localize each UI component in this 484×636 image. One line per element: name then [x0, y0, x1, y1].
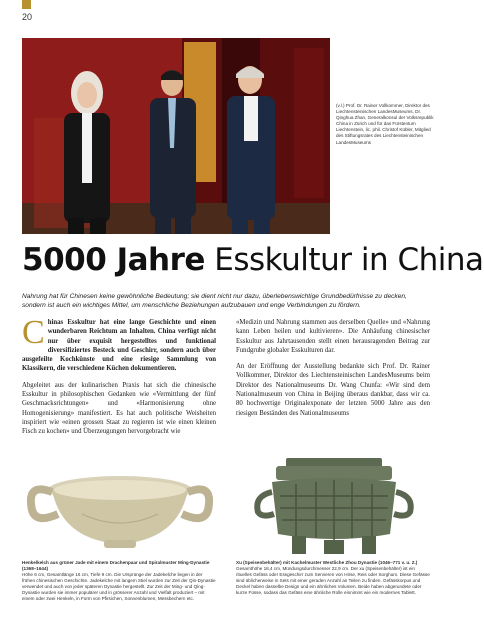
page-number: 20	[22, 12, 33, 22]
jade-caption	[22, 560, 216, 602]
paragraph-3: «Medizin und Nahrung stammen aus derselben Quelle» und «Nahrung kann Leben heilen und kultivieren». Die Anhäufung chinesischer Esskultur aus Jahrtausenden stellt einen herausragenden Beitrag zur Fundgrube globaler Esskulturen dar.	[236, 319, 430, 354]
title-light: Esskultur in China	[204, 242, 484, 278]
dropcap: C	[22, 314, 45, 351]
bronze-caption-title: Xu (Speisenbehälter) mit Kachelmuster Westliche Zhou Dynastie (1046–771 v. u. Z.)	[236, 560, 418, 565]
bronze-vessel-image	[236, 456, 432, 559]
photo-caption: (v.l.) Prof. Dr. Rainer Vollkommer, Direktor des Liechtensteinischen LandesMuseums, Dr. Qinghua Zhan, Generalkonsul der Volksrepublik China in Zürich und für das Fürstentum Liechtenstein, lic. phil. Christof Kübler, Mitglied des Stiftungsrates des Liechtensteinischen LandesMuseums	[336, 103, 434, 145]
column-right	[236, 318, 430, 425]
jade-cup-image	[22, 452, 218, 555]
intro-paragraph	[22, 314, 216, 374]
jade-caption-title: Henkelkelch aus grüner Jade mit einem Drachenpaar und Spiralmuster Ming-Dynastie (1368–1644)	[22, 560, 210, 571]
column-left	[22, 314, 216, 444]
article-lead: Nahrung hat für Chinesen keine gewöhnliche Bedeutung; sie dient nicht nur dazu, überlebenswichtige Grundbedürfnisse zu decken, sondern ist auch ein wichtiges Mittel, um menschliche Beziehungen aufzubauen und enge Verbindungen zu fördern.	[22, 293, 407, 309]
page-marker	[22, 0, 31, 9]
paragraph-4: An der Eröffnung der Ausstellung bedankte sich Prof. Dr. Rainer Vollkommer, Direktor des Liechtensteinischen LandesMuseums beim Direktor des Nationalmuseums Dr. Wang Chunfa: «Wir sind dem Nationalmuseum von China in Beijing überaus dankbar, dass wir ca. 80 hochwertige Originalexponate der letzten 5000 Jahre aus den riesigen Beständen des Nationalmuseums	[236, 363, 430, 417]
title-bold: 5000 Jahre	[22, 242, 205, 278]
jade-caption-text: Höhe 6 cm, Gesamtlänge 16 cm, Tiefe 9 cm. Die Ursprünge der Jadekelche liegen in der frühen chinesischen Geschichte. Jadekelche mit langem Stiel wurden zur Zeit der Qin-Dynastie verwendet und auch von jeder späteren Dynastie hergestellt. Zur Zeit der Ming- und Qing-Dynastie wurden sie immer populärer und in grösserer Anzahl und Vielfalt produziert – mit einem oder zwei Henkeln, in Form von Pfirsichen, Sonnenblumen, Messbechern etc.	[22, 572, 216, 601]
bronze-caption-text: Gesamthöhe 18,4 cm, Mündungsdurchmesser 22,9 cm. Der xu (Speisenbehälter) ist ein rituelles Gefäss oder Essgeschirr zum Servieren von Hirse, Reis oder Sorghum. Diese Gefässe sind üblicherweise in Sets mit einer geraden Anzahl an Teilen zu finden. Gefässkorpus und Deckel haben dasselbe Design und ein ähnliches Volumen. Beide haben abgerundete oder kurze Füsse, sodass das Gefäss eine ähnliche Rolle einnimmt wie ein modernes Tablett.	[236, 566, 430, 595]
group-photo	[22, 38, 330, 234]
bronze-caption	[236, 560, 430, 596]
article-title	[22, 242, 484, 278]
paragraph-2: Abgeleitet aus der kulinarischen Praxis hat sich die chinesische Esskultur in philosophischen Gedanken wie «Vermittlung der fünf Geschmacksrichtungen» und «Harmonisierung ohne Homogenisierung» manifestiert. Es hat auch politische Weisheiten inspiriert wie «einen grossen Staat zu regieren ist wie einen kleinen Fisch zu kochen» und Überzeugungen hervorgebracht wie	[22, 381, 216, 436]
intro-text: hinas Esskultur hat eine lange Geschichte und einen wunderbaren Reichtum an Inhalten. China verfügt nicht nur über exquisit hergestelltes und funktional diversifiziertes Besteck und Geschirr, sondern auch über ausgefeilte Kochkünste und eine riesige Sammlung von Klassikern, die verschiedene Küchen dokumentieren.	[22, 319, 216, 373]
